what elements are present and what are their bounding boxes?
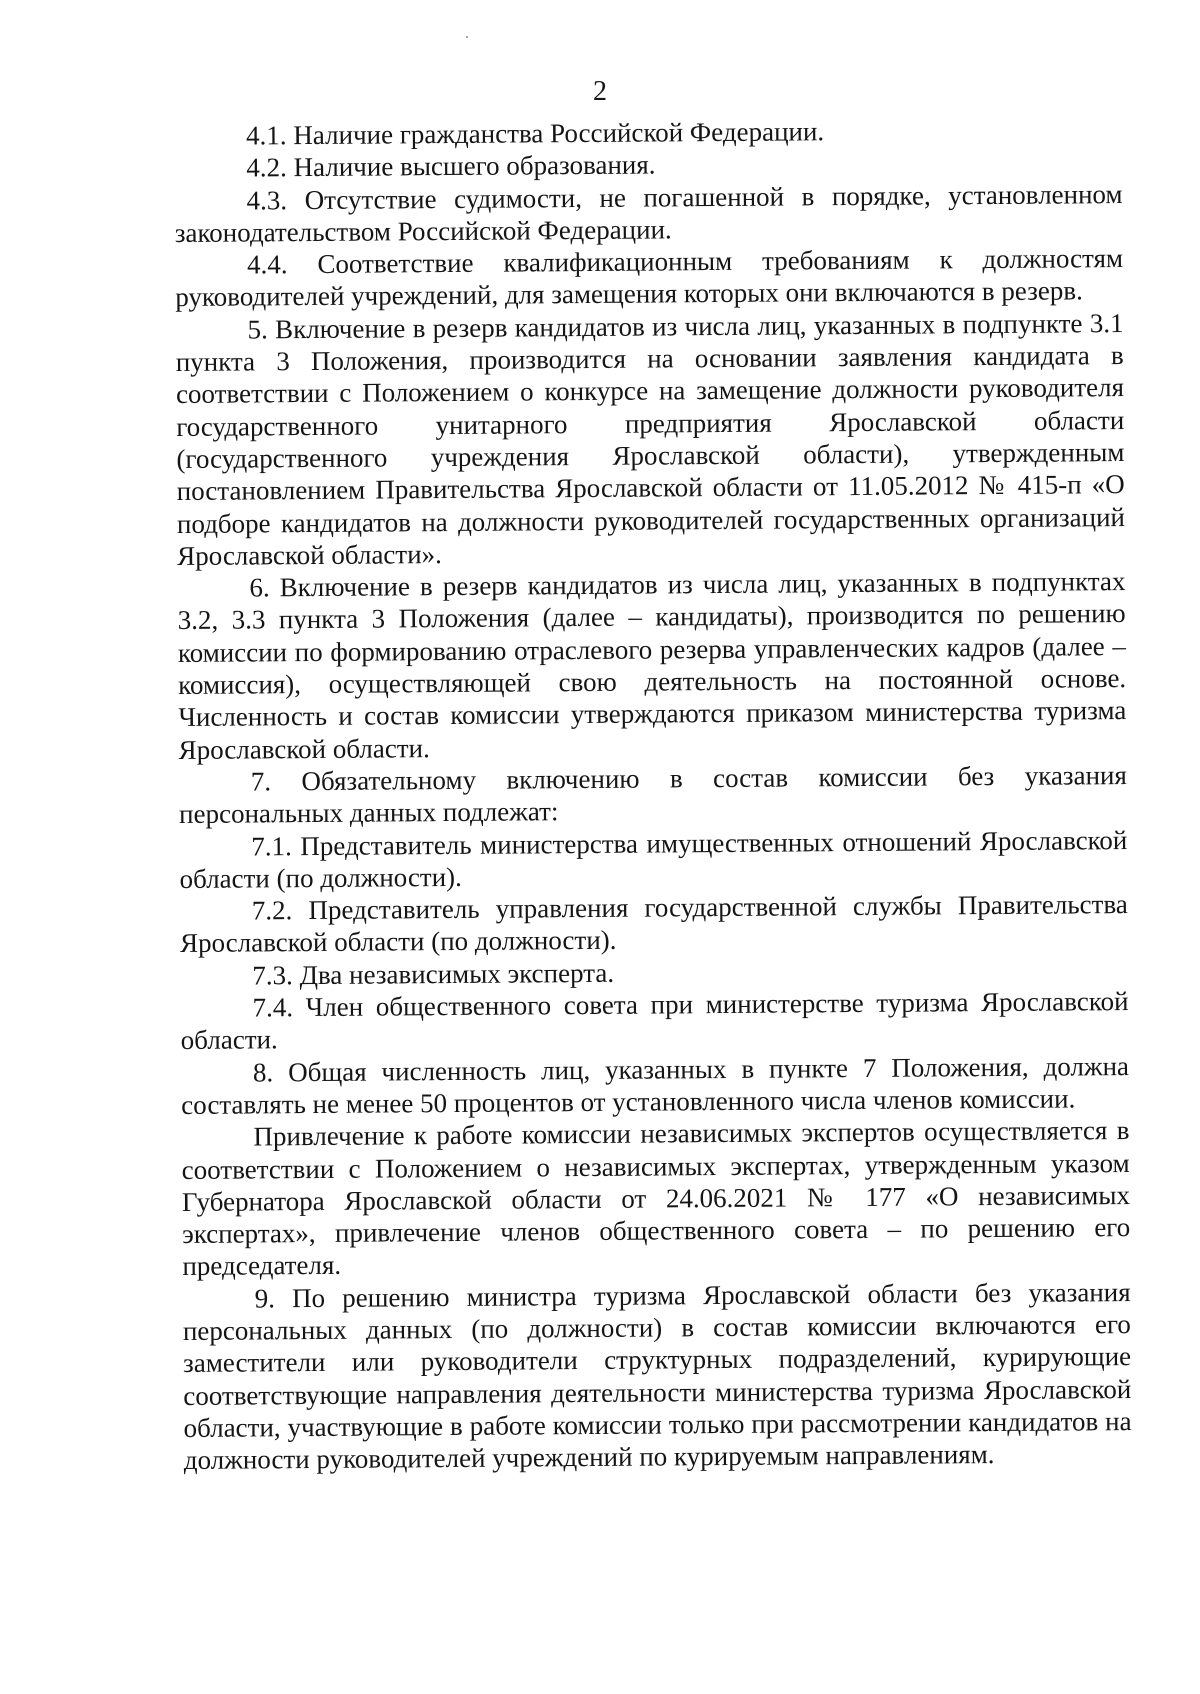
paragraph-4-4: 4.4. Соответствие квалификационным требованиям к должностям руководителей учреждений, для замещения которых они включаются в резерв. (175, 243, 1124, 313)
paragraph-8-experts: Привлечение к работе комиссии независимых экспертов осуществляется в соответствии с Положением о независимых экспертах, утвержденным указом Губернатора Ярославской области от 24.06.2021 № 177 «О независимых экспертах», привлечение членов общественного совета – по решению его председателя. (181, 1115, 1131, 1282)
paragraph-7-1: 7.1. Представитель министерства имущественных отношений Ярославской области (по должности). (179, 824, 1128, 894)
paragraph-7-4: 7.4. Член общественного совета при министерстве туризма Ярославской области. (180, 986, 1129, 1056)
scan-speck (466, 36, 468, 38)
paragraph-8: 8. Общая численность лиц, указанных в пункте 7 Положения, должна составлять не менее 50 процентов от установленного числа членов комиссии. (181, 1050, 1130, 1120)
paragraph-4-1: 4.1. Наличие гражданства Российской Федерации. (246, 116, 825, 151)
paragraph-7-2: 7.2. Представитель управления государственной службы Правительства Ярославской области (по должности). (179, 889, 1128, 959)
paragraph-5: 5. Включение в резерв кандидатов из числа лиц, указанных в подпункте 3.1 пункта 3 Положения, производится на основании заявления кандидата в соответствии с Положением о конкурсе на замещение должности руководителя государственного унитарного предприятия Ярославской области (государственного учреждения Ярославской области), утвержденным постановлением Правительства Ярославской области от 11.05.2012 № 415-п «О подборе кандидатов на должности руководителей государственных организаций Ярославской области». (175, 307, 1126, 571)
paragraph-7: 7. Обязательному включению в состав комиссии без указания персональных данных подлежат: (178, 759, 1127, 830)
paragraph-6: 6. Включение в резерв кандидатов из числа лиц, указанных в подпунктах 3.2, 3.3 пункта 3 Положения (далее – кандидаты), производится по решению комиссии по формированию отраслевого резерва управленческих кадров (далее – комиссия), осуществляющей свою деятельность на постоянной основе. Численность и состав комиссии утверждаются приказом министерства туризма Ярославской области. (177, 566, 1127, 765)
paragraph-9: 9. По решению министра туризма Ярославской области без указания персональных данных (по должности) в состав комиссии включаются его заместители или руководители структурных подразделений, курирующие соответствующие направления деятельности министерства туризма Ярославской области, участвующие в работе комиссии только при рассмотрении кандидатов на должности руководителей учреждений по курируемым направлениям. (182, 1276, 1132, 1476)
paragraph-4-2: 4.2. Наличие высшего образования. (246, 149, 656, 183)
page-number: 2 (593, 76, 607, 107)
paragraph-4-3: 4.3. Отсутствие судимости, не погашенной в порядке, установленном законодательством Российской Федерации. (174, 178, 1123, 248)
document-body (174, 113, 1132, 1476)
paragraph-7-3: 7.3. Два независимых эксперта. (252, 957, 615, 991)
